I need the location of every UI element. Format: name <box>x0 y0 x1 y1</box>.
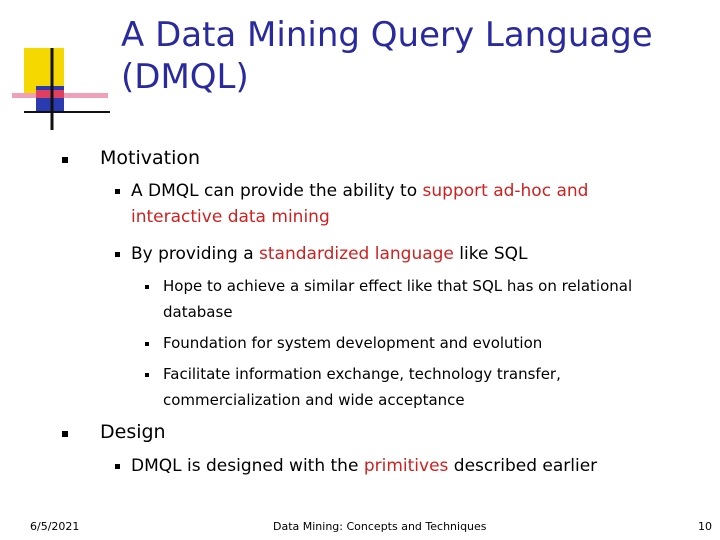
bullet-marker <box>145 285 149 289</box>
bullet-marker <box>145 373 149 377</box>
footer-title: Data Mining: Concepts and Techniques <box>273 520 487 533</box>
bullet-motivation: Motivation <box>100 147 201 169</box>
bullet-primitives <box>131 453 597 479</box>
highlight-standardized-language: standardized language <box>259 244 454 264</box>
bullet-design: Design <box>100 421 166 443</box>
bullet-dmql-ability-text: A DMQL can provide the ability to <box>131 181 423 201</box>
bullet-facilitate <box>163 361 561 413</box>
bullet-marker <box>145 342 149 346</box>
bullet-hope-line-2: database <box>163 303 233 321</box>
bullet-standardized <box>131 241 528 267</box>
bullet-primitives-text-1: DMQL is designed with the <box>131 456 364 476</box>
highlight-interactive: interactive data mining <box>131 207 330 227</box>
bullet-dmql-ability <box>131 178 588 230</box>
highlight-ad-hoc: support ad-hoc and <box>422 181 589 201</box>
bullet-marker <box>115 252 120 257</box>
bullet-marker <box>62 157 68 163</box>
bullet-marker <box>115 464 120 469</box>
title-line-1: A Data Mining Query Language <box>121 15 653 55</box>
corner-logo-icon <box>0 0 130 140</box>
bullet-foundation: Foundation for system development and evolution <box>163 334 543 352</box>
footer-date: 6/5/2021 <box>30 520 80 533</box>
bullet-standardized-text-1: By providing a <box>131 244 260 264</box>
bullet-hope-relational <box>163 273 632 325</box>
slide-title <box>121 14 681 98</box>
bullet-standardized-text-2: like SQL <box>453 244 528 264</box>
bullet-facilitate-line-1: Facilitate information exchange, technology transfer, <box>163 365 561 383</box>
bullet-hope-line-1: Hope to achieve a similar effect like that SQL has on relational <box>163 277 633 295</box>
bullet-primitives-text-2: described earlier <box>448 456 598 476</box>
footer-page-number: 10 <box>698 520 712 533</box>
highlight-primitives: primitives <box>363 456 449 476</box>
title-line-2: (DMQL) <box>121 57 249 97</box>
bullet-marker <box>62 431 68 437</box>
bullet-marker <box>115 189 120 194</box>
bullet-facilitate-line-2: commercialization and wide acceptance <box>163 391 465 409</box>
